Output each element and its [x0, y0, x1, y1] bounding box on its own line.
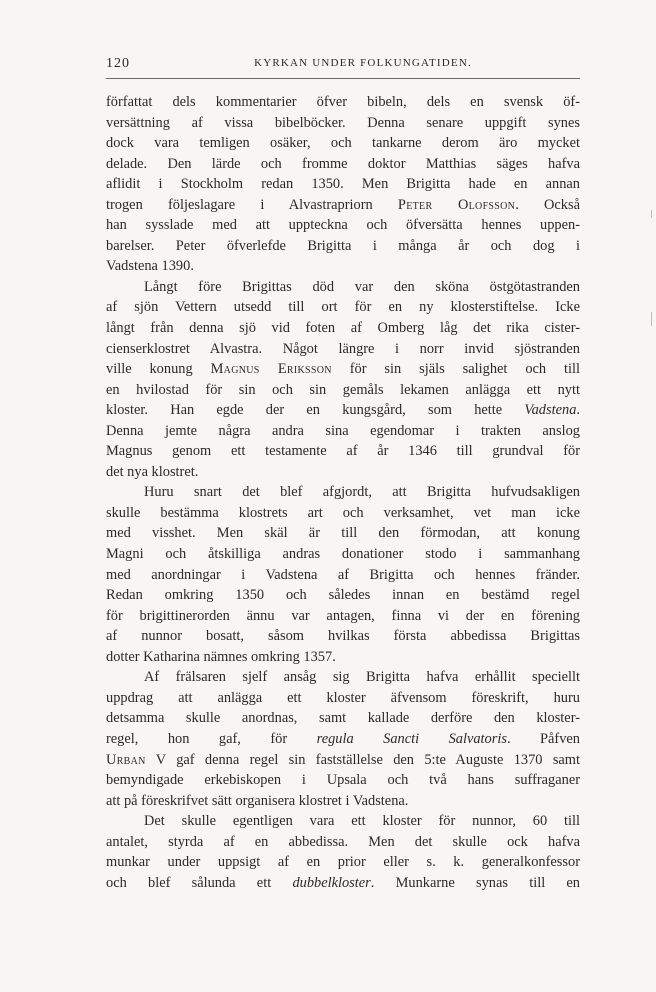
text-line: Vadstena 1390.	[106, 258, 194, 275]
text-line: med visshet. Men skäl är till den förmodan, att konung	[106, 525, 580, 542]
text-run: ville konung	[106, 361, 211, 378]
text-line: Huru snart det blef afgjordt, att Brigitta hufvudsakligen	[144, 484, 580, 501]
page-edge-mark	[651, 312, 652, 326]
text-run: V gaf denna regel sin fastställelse den 5:te Auguste 1370 samt	[145, 751, 580, 768]
text-line: med anordningar i Vadstena af Brigitta och hennes fränder.	[106, 566, 580, 583]
text-run: kloster. Han egde der en kungsgård, som hette	[106, 402, 525, 419]
body-text	[106, 92, 580, 893]
text-line: delade. Den lärde och fromme doktor Matthias säges hafva	[106, 155, 580, 172]
text-run: regel, hon gaf, för	[106, 730, 317, 747]
italic-term: regula Sancti Salvatoris	[316, 730, 507, 747]
text-line: detsamma skulle anordnas, samt kallade derföre den kloster-	[106, 710, 580, 727]
text-run: och blef sålunda ett	[106, 874, 293, 891]
text-run: för sin själs salighet och till	[331, 361, 580, 378]
text-line	[106, 873, 580, 894]
text-line: långt från denna sjö vid foten af Omberg låg det rika cister-	[106, 320, 580, 337]
text-line	[106, 359, 580, 380]
text-line: barelser. Peter öfverlefde Brigitta i många år och dog i	[106, 237, 580, 254]
text-run: . Påfven	[506, 730, 580, 747]
header-rule	[106, 78, 580, 79]
text-line: versättning af vissa bibelböcker. Denna senare uppgift synes	[106, 114, 580, 131]
italic-term: Vadstena	[524, 402, 577, 419]
text-line	[106, 729, 580, 750]
italic-term: dubbelkloster	[292, 874, 371, 891]
text-line: det nya klostret.	[106, 463, 199, 480]
text-line: Magnus genom ett testamente af år 1346 till grundval för	[106, 443, 580, 460]
text-line: antalet, styrda af en abbedissa. Men det skulle ock hafva	[106, 833, 580, 850]
text-line	[106, 400, 580, 421]
text-line: aflidit i Stockholm redan 1350. Men Brigitta hade en annan	[106, 176, 580, 193]
text-line: cienserklostret Alvastra. Något längre i norr invid sjöstranden	[106, 340, 580, 357]
text-line: skulle bestämma klostrets art och verksamhet, vet man icke	[106, 504, 580, 521]
text-line	[106, 195, 580, 216]
text-line: författat dels kommentarier öfver bibeln, dels en svensk öf-	[106, 94, 580, 110]
text-line: Redan omkring 1350 och således innan en bestämd regel	[106, 587, 580, 604]
text-line: af nunnor bosatt, såsom hvilkas första abbedissa Brigittas	[106, 628, 580, 645]
text-line: Långt före Brigittas död var den sköna östgötastranden	[144, 278, 580, 295]
text-line: Denna jemte några andra sina egendomar i trakten anslog	[106, 422, 580, 439]
running-title: KYRKAN UNDER FOLKUNGATIDEN.	[254, 57, 472, 69]
text-run: . Också	[515, 196, 580, 213]
text-run: .	[576, 402, 580, 419]
page-header	[106, 56, 580, 76]
text-line: Af frälsaren sjelf ansåg sig Brigitta hafva erhållit speciellt	[144, 669, 580, 686]
small-caps-name: Magnus Eriksson	[210, 361, 332, 378]
page-number: 120	[106, 56, 130, 71]
text-line: munkar under uppsigt af en prior eller s. k. generalkonfessor	[106, 854, 580, 871]
text-line: Det skulle egentligen vara ett kloster för nunnor, 60 till	[144, 813, 580, 830]
text-line: Magni och åtskilliga andras donationer stodo i sammanhang	[106, 546, 580, 563]
text-line	[106, 750, 580, 771]
small-caps-name: Urban	[106, 751, 146, 768]
text-line: han sysslade med att uppteckna och öfversätta hennes uppen-	[106, 217, 580, 234]
text-line: dotter Katharina nämnes omkring 1357.	[106, 648, 336, 665]
text-line: för brigittinerorden ännu var antagen, finna vi der en förening	[106, 607, 580, 624]
text-line: att på föreskrifvet sätt organisera klostret i Vadstena.	[106, 792, 409, 809]
text-line: uppdrag att anlägga ett kloster äfvensom föreskrift, huru	[106, 689, 580, 706]
page-edge-mark	[651, 210, 652, 218]
text-run: trogen följeslagare i Alvastrapriorn	[106, 196, 398, 213]
text-line: en hvilostad för sin och sin gemåls lekamen anlägga ett nytt	[106, 381, 580, 398]
text-run: . Munkarne synas till en	[370, 874, 580, 891]
text-line: dock vara temligen osäker, och tankarne derom äro mycket	[106, 135, 580, 152]
text-line: af sjön Vettern utsedd till ort för en ny klosterstiftelse. Icke	[106, 299, 580, 316]
text-line: bemyndigade erkebiskopen i Upsala och två hans suffraganer	[106, 772, 580, 789]
small-caps-name: Peter Olofsson	[397, 196, 516, 213]
